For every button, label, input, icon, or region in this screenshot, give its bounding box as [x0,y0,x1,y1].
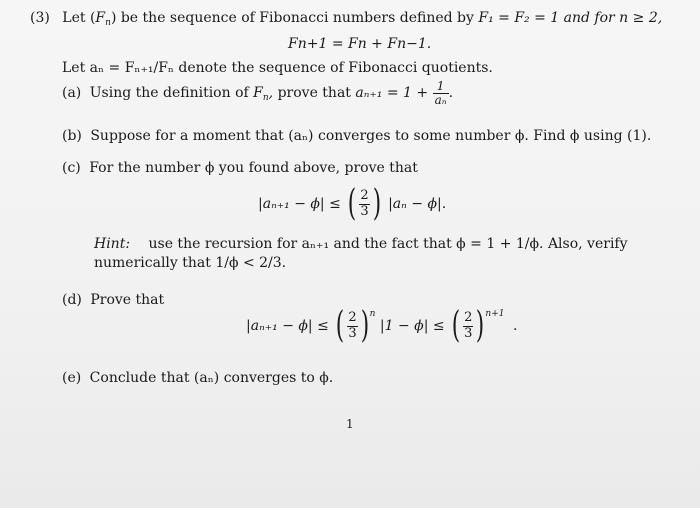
hint-text: use the recursion for aₙ₊₁ and the fact that ϕ = 1 + 1/ϕ. Also, verify [148,236,628,252]
intro-F: F [95,10,106,26]
part-c-frac-num: 2 [360,188,369,204]
quotient-definition [62,61,493,75]
part-e-text: Conclude that (aₙ) converges to ϕ. [89,370,334,386]
problem-intro [30,10,663,28]
part-d-text: Prove that [90,292,165,308]
right-paren: ) [360,305,369,346]
part-d-ineq-mid: |1 − ϕ| ≤ [379,318,445,334]
intro-condition: F₁ = F₂ = 1 and for n ≥ 2, [478,10,663,26]
part-d-ineq-left: |aₙ₊₁ − ϕ| ≤ [246,318,329,334]
part-d-end: . [512,318,518,334]
part-c-fraction [359,189,369,219]
part-c [62,161,418,175]
part-a-frac-den: aₙ [434,92,447,107]
part-d-fraction-1 [347,311,357,341]
part-d-fraction-2 [463,311,473,341]
part-a-label: (a) [62,85,82,102]
recurrence-formula: Fn+1 = Fn + Fn−1. [288,36,432,52]
page-number: 1 [346,417,354,431]
part-a-text: Using the definition of [89,85,249,102]
part-a-fraction [433,80,449,106]
intro-sub-n: n [105,18,111,28]
part-a-text2: prove that [277,85,351,102]
let-text: Let [62,60,86,76]
part-d-frac2-num: 2 [464,310,473,326]
part-c-text: For the number ϕ you found above, prove that [89,160,418,176]
left-paren: ( [451,305,461,346]
hint-line-1 [94,237,628,251]
part-a-Fn: $F_n$, [253,85,274,104]
part-b-label: (b) [62,128,82,144]
left-paren: ( [348,183,357,224]
part-a-formula-left: aₙ₊₁ = 1 + [355,85,429,102]
problem-number: (3) [30,10,50,26]
right-paren: ) [372,183,381,224]
hint-line-2: numerically that 1/ϕ < 2/3. [94,255,287,271]
part-c-label: (c) [62,160,81,176]
let-definition: aₙ = Fₙ₊₁/Fₙ denote the sequence of Fibonacci quotients. [89,60,493,76]
part-d-inequality [246,305,518,346]
part-a-frac-num: 1 [436,79,445,93]
part-d-frac2-den: 3 [464,325,473,341]
intro-rest: ) be the sequence of Fibonacci numbers defined by [110,10,474,26]
part-c-inequality [258,183,447,224]
part-e-label: (e) [62,370,82,386]
part-d-exp-2: n+1 [485,309,505,319]
part-a: (a) Using the definition of $F_n$, prove that aₙ₊₁ = 1 + $\frac{1}{\text{aₙ}}$ . [62,79,454,107]
part-b [62,129,651,143]
left-paren: ( [336,305,345,346]
part-d-frac1-num: 2 [348,310,357,326]
intro-text: Let ( [62,10,96,26]
part-d-exp-1: n [369,309,376,319]
part-e [62,371,333,385]
part-d [62,293,164,307]
right-paren: ) [476,305,485,346]
part-c-ineq-right: |aₙ − ϕ|. [388,196,447,212]
part-b-text: Suppose for a moment that (aₙ) converges to some number ϕ. Find ϕ using (1). [90,128,652,144]
part-c-frac-den: 3 [360,203,369,219]
part-d-frac1-den: 3 [348,325,357,341]
part-c-ineq-left: |aₙ₊₁ − ϕ| ≤ [258,196,341,212]
hint-label: Hint: [94,236,131,252]
part-d-label: (d) [62,292,82,308]
